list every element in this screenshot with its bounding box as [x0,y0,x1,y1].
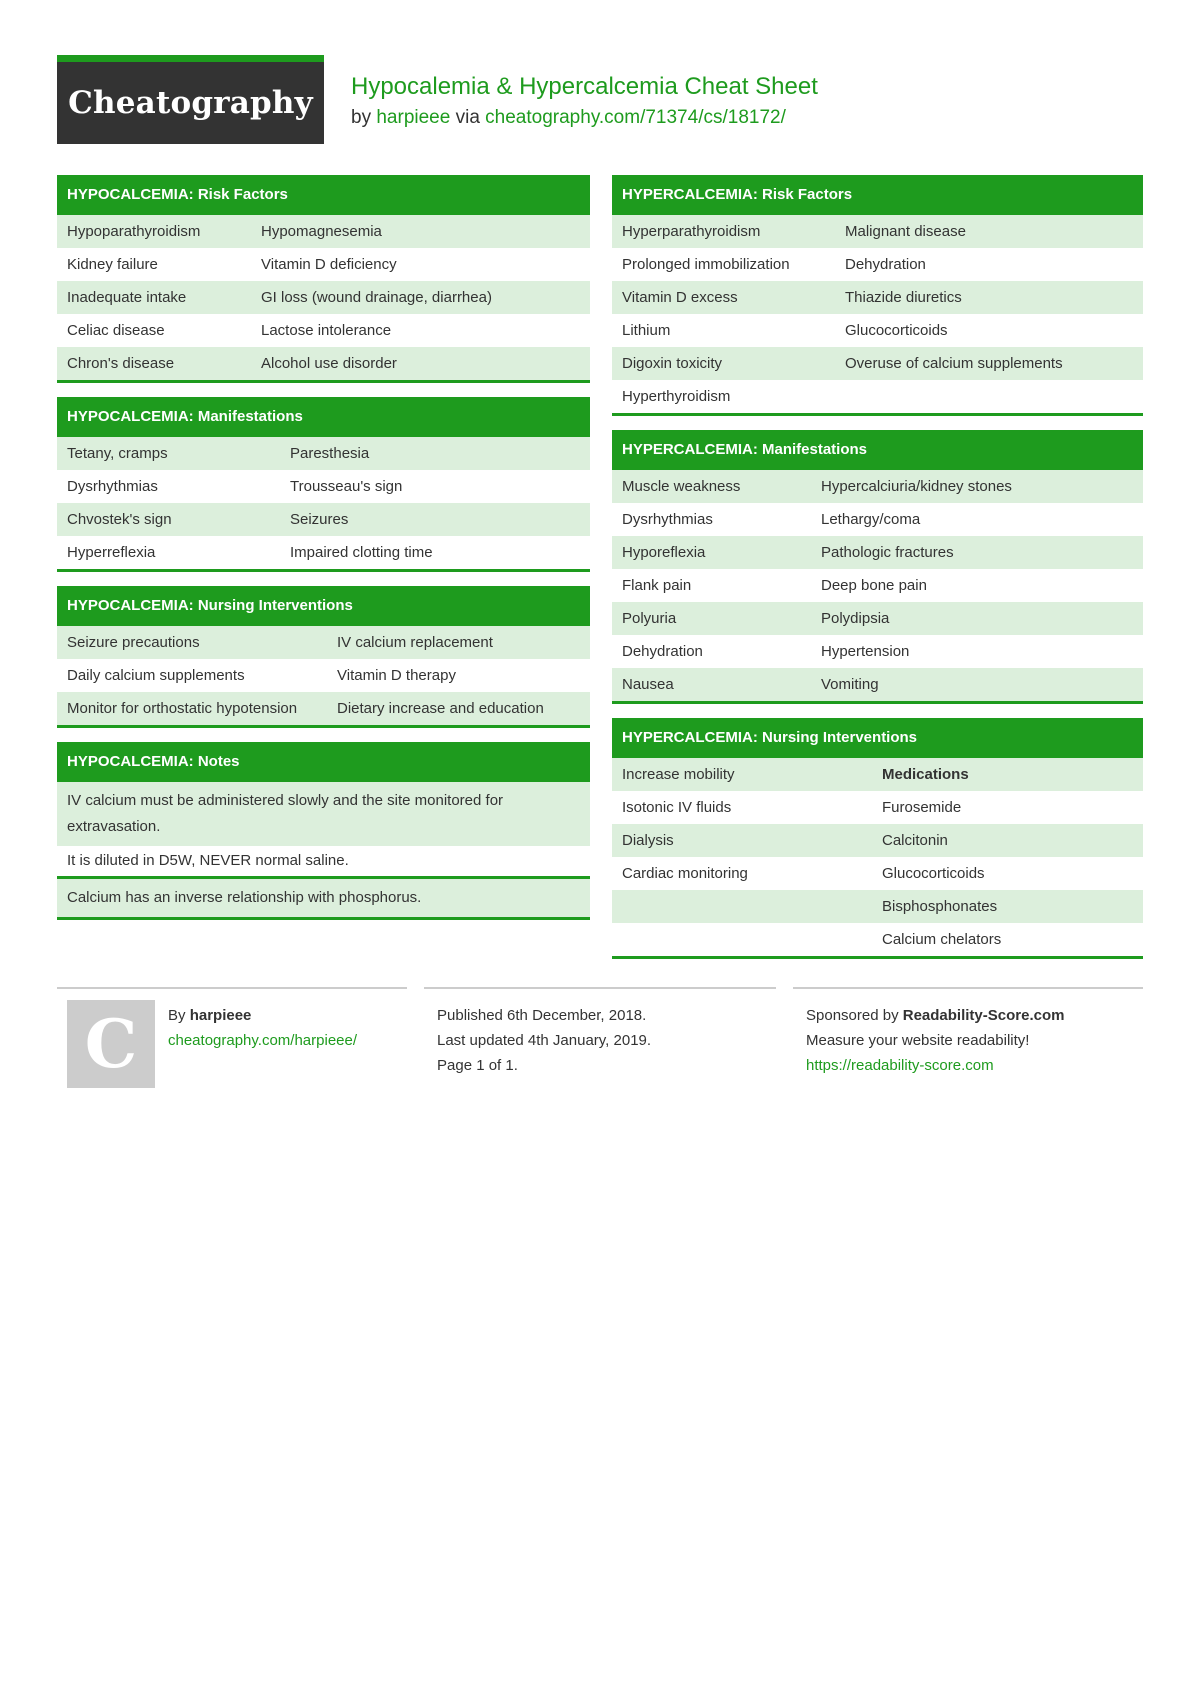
published-date: Published 6th December, 2018. [437,1007,647,1024]
cell: Flank pain [622,577,692,594]
cell: IV calcium replacement [337,634,493,651]
footer-divider [57,987,407,989]
cell: Chron's disease [67,355,175,372]
footer-author-link[interactable]: cheatography.com/harpieee/ [168,1032,358,1049]
table-row [612,314,1143,347]
cell: Vitamin D therapy [337,667,456,684]
table-row [57,536,590,569]
cell: Hyperreflexia [67,544,156,561]
right-column [612,175,1143,973]
table-row [612,857,1143,890]
cell: Nausea [622,676,674,693]
note-text: It is diluted in D5W, NEVER normal saline. [67,852,349,869]
sheet-url-link[interactable]: cheatography.com/71374/cs/18172/ [485,107,786,128]
sponsor-link[interactable]: https://readability-score.com [806,1057,994,1074]
table-row [612,569,1143,602]
table-row [57,215,590,248]
hypo-risk-section [57,175,590,383]
cell: Hypertension [821,643,910,660]
sponsored-by-label: Sponsored by [806,1007,899,1024]
logo-text: Cheatography [68,85,313,121]
table-row [612,503,1143,536]
by-label: by [351,107,372,128]
page-number: Page 1 of 1. [437,1057,518,1074]
cell: Polydipsia [821,610,890,627]
section-title: HYPOCALCEMIA: Risk Factors [57,175,590,215]
cell: Muscle weakness [622,478,741,495]
cell: Hyporeflexia [622,544,706,561]
cell: Malignant disease [845,223,966,240]
footer-divider [793,987,1143,989]
table-row [57,692,590,725]
footer-divider [424,987,776,989]
cell: Lactose intolerance [261,322,392,339]
hyper-nursing-section [612,718,1143,959]
section-title: HYPERCALCEMIA: Risk Factors [612,175,1143,215]
table-row [612,248,1143,281]
cell: Isotonic IV fluids [622,799,732,816]
cell: Dehydration [622,643,703,660]
cell: Chvostek's sign [67,511,172,528]
hyper-manifestations-section [612,430,1143,704]
section-title: HYPOCALCEMIA: Manifestations [57,397,590,437]
hypo-notes-section [57,742,590,920]
cell: Calcium chelators [882,931,1002,948]
hypo-manifestations-section [57,397,590,572]
table-row [612,536,1143,569]
cell: Lethargy/coma [821,511,921,528]
cell: Glucocorticoids [882,865,985,882]
cell: Dialysis [622,832,674,849]
cell: Thiazide diuretics [845,289,962,306]
cell: Digoxin toxicity [622,355,723,372]
table-row [612,668,1143,701]
cell: Trousseau's sign [290,478,403,495]
cell: Increase mobility [622,766,735,783]
page-title: Hypocalemia & Hypercalcemia Cheat Sheet [351,73,818,100]
cell [845,380,1143,413]
via-label: via [455,107,480,128]
footer-author [168,1003,357,1053]
cell: Dysrhythmias [622,511,713,528]
table-row [612,602,1143,635]
table-row [612,347,1143,380]
cell: Alcohol use disorder [261,355,397,372]
table-row [612,758,1143,791]
cell: Glucocorticoids [845,322,948,339]
footer-author-name[interactable]: harpieee [189,1007,252,1024]
cell: Dysrhythmias [67,478,158,495]
table-row [57,248,590,281]
cell: Dietary increase and education [337,700,544,717]
cell: Pathologic fractures [821,544,954,561]
table-row [612,635,1143,668]
by-label: By [168,1007,186,1024]
cell: Hyperthyroidism [622,388,731,405]
cell: Seizure precautions [67,634,200,651]
cell: Calcitonin [882,832,948,849]
note-text: IV calcium must be administered slowly and the site monitored for extravasation. [57,782,590,846]
cell: Kidney failure [67,256,158,273]
cell: Paresthesia [290,445,370,462]
cell: Vomiting [821,676,879,693]
table-row [57,503,590,536]
table-row [612,470,1143,503]
avatar-letter: C [84,1005,138,1083]
table-row [57,437,590,470]
footer-publish-info [437,1003,651,1078]
cell: Hypomagnesemia [261,223,382,240]
updated-date: Last updated 4th January, 2019. [437,1032,652,1049]
cell [612,890,882,923]
cheatography-logo[interactable] [57,55,324,144]
cell: Vitamin D excess [622,289,738,306]
cell: Lithium [622,322,671,339]
hyper-risk-section [612,175,1143,416]
section-title: HYPERCALCEMIA: Nursing Interventions [612,718,1143,758]
section-title: HYPOCALCEMIA: Notes [57,742,590,782]
cell: Dehydration [845,256,926,273]
table-row [612,824,1143,857]
cell [612,923,882,956]
hypo-nursing-section [57,586,590,728]
medications-heading: Medications [882,766,969,783]
table-row [57,659,590,692]
table-row [57,626,590,659]
cell: Impaired clotting time [290,544,433,561]
cell: Hypoparathyroidism [67,223,201,240]
cell: Vitamin D deficiency [261,256,397,273]
table-row [612,890,1143,923]
table-row [57,281,590,314]
page-subtitle [351,107,786,129]
table-row [57,470,590,503]
section-title: HYPERCALCEMIA: Manifestations [612,430,1143,470]
table-row [612,923,1143,956]
cell: Polyuria [622,610,677,627]
note-text: Calcium has an inverse relationship with phosphorus. [57,876,590,917]
avatar[interactable] [67,1000,155,1088]
cell: Seizures [290,511,349,528]
table-row [612,215,1143,248]
cell: Hypercalciuria/kidney stones [821,478,1012,495]
cell: GI loss (wound drainage, diarrhea) [261,289,492,306]
section-title: HYPOCALCEMIA: Nursing Interventions [57,586,590,626]
cell: Furosemide [882,799,962,816]
cell: Celiac disease [67,322,165,339]
cell: Bisphosphonates [882,898,998,915]
cell: Deep bone pain [821,577,927,594]
cell: Tetany, cramps [67,445,168,462]
cell: Inadequate intake [67,289,187,306]
footer-sponsor [806,1003,1064,1078]
sponsor-tagline: Measure your website readability! [806,1032,1030,1049]
table-row [612,380,1143,413]
author-link[interactable]: harpieee [376,107,451,128]
left-column [57,175,590,934]
table-row [57,347,590,380]
cell: Cardiac monitoring [622,865,748,882]
cell: Hyperparathyroidism [622,223,761,240]
cell: Prolonged immobilization [622,256,790,273]
cell: Overuse of calcium supplements [845,355,1063,372]
table-row [612,791,1143,824]
cell: Monitor for orthostatic hypotension [67,700,298,717]
table-row [612,281,1143,314]
cell: Daily calcium supplements [67,667,245,684]
sponsor-name[interactable]: Readability-Score.com [902,1007,1065,1024]
table-row [57,314,590,347]
